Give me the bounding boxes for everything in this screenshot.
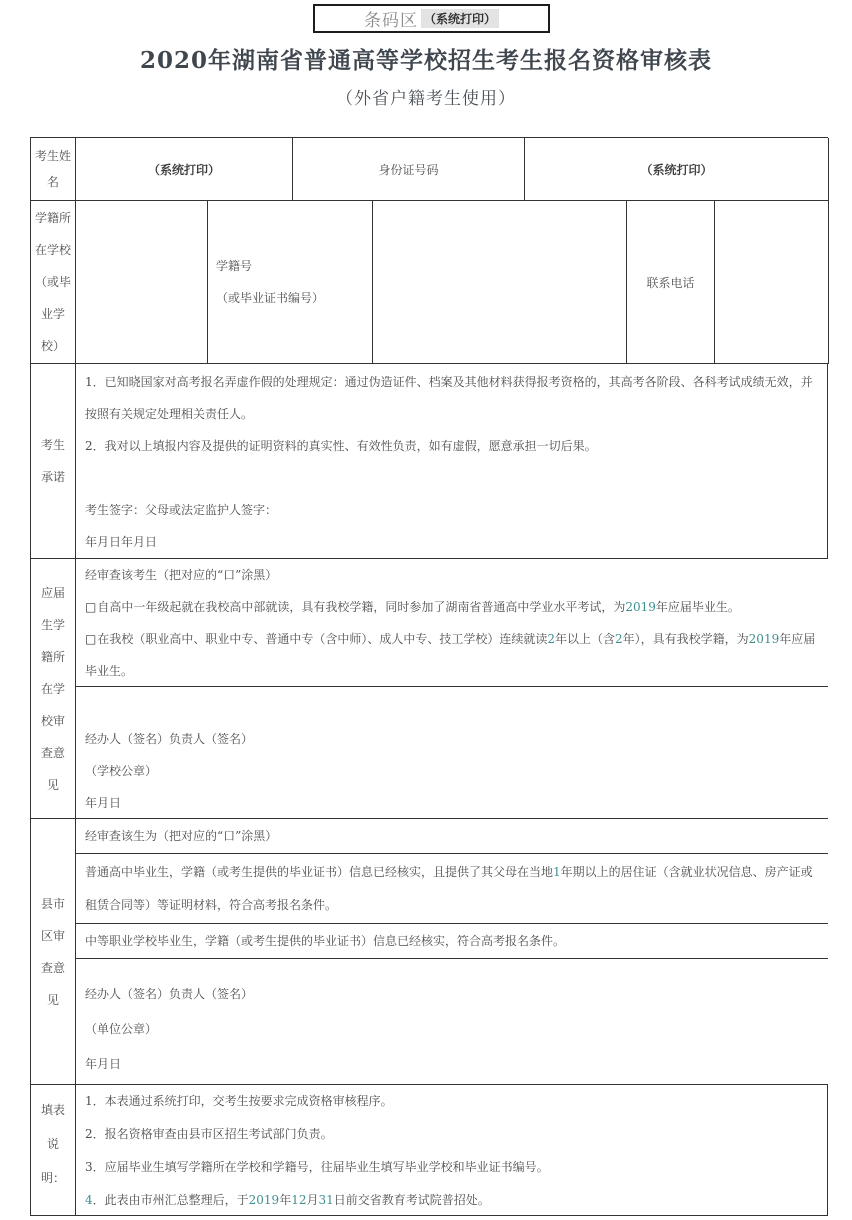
county-review-option: 普通高中毕业生，学籍（或考生提供的毕业证书）信息已经核实，且提供了其父母在当地1年期以上的居住证（含就业状况信息、房产证或租赁合同等）等证明材料，符合高考报名条件。 (85, 865, 813, 912)
school-review-option: □自高中一年级起就在我校高中部就读，具有我校学籍，同时参加了湖南省普通高中学业水平考试，为2019年应届毕业生。 (85, 600, 740, 614)
id-number-value: （系统打印） (525, 138, 829, 201)
pledge-label: 考生 承诺 (31, 364, 76, 559)
school-row (31, 201, 828, 364)
school-review-instruction: 经审查该考生（把对应的“口”涂黑） (85, 568, 278, 582)
phone-field[interactable] (715, 201, 829, 364)
school-label: 学籍所 在学校 （或毕 业学 校） (31, 201, 76, 364)
county-review-option-row (76, 854, 828, 924)
notes-content (76, 1085, 828, 1216)
pledge-content (76, 364, 828, 559)
school-review-date-line: 年月日 (85, 796, 122, 810)
phone-label: 联系电话 (627, 201, 715, 364)
county-review-label: 县市 区审 查意 见 (31, 819, 76, 1085)
school-review-section (31, 559, 828, 819)
county-review-section (31, 819, 828, 1085)
note-item: 3．应届毕业生填写学籍所在学校和学籍号，往届毕业生填写毕业学校和毕业证书编号。 (85, 1160, 549, 1174)
school-review-signature-area (76, 687, 828, 819)
school-review-label: 应届 生学 籍所 在学 校审 查意 见 (31, 559, 76, 819)
school-review-option: □在我校（职业高中、职业中专、普通中专（含中师）、成人中专、技工学校）连续就读2年以上（含2年），具有我校学籍，为2019年应届毕业生。 (85, 632, 816, 678)
county-review-signature-area (76, 959, 828, 1085)
barcode-area (313, 4, 550, 33)
page-subtitle: （外省户籍考生使用） (336, 89, 516, 109)
student-id-field[interactable] (373, 201, 627, 364)
note-item: 4．此表由市州汇总整理后，于2019年12月31日前交省教育考试院普招处。 (85, 1193, 490, 1207)
county-review-instruction: 经审查该生为（把对应的“口”涂黑） (85, 829, 278, 843)
county-review-date-line: 年月日 (85, 1057, 122, 1071)
student-id-label: 学籍号 （或毕业证书编号） (208, 201, 373, 364)
candidate-name-label: 考生姓 名 (31, 138, 76, 201)
pledge-item: 2．我对以上填报内容及提供的证明资料的真实性、有效性负责，如有虚假，愿意承担一切后果。 (85, 439, 597, 453)
candidate-row (31, 138, 828, 201)
county-review-option-row (76, 924, 828, 959)
form-table (30, 137, 828, 1216)
checkbox-icon[interactable]: □ (85, 600, 97, 614)
pledge-date-line: 年月日年月日 (85, 535, 158, 549)
school-review-signature-line: 经办人（签名）负责人（签名） (85, 732, 254, 746)
notes-label: 填表 说 明： (31, 1085, 76, 1216)
checkbox-icon[interactable]: □ (85, 632, 97, 646)
notes-section (31, 1085, 828, 1216)
page-title: 2020年湖南省普通高等学校招生考生报名资格审核表 (139, 47, 712, 74)
county-review-instruction-row (76, 819, 828, 854)
school-name-field[interactable] (76, 201, 208, 364)
pledge-signature-line: 考生签字：父母或法定监护人签字： (85, 503, 278, 517)
note-item: 1．本表通过系统打印，交考生按要求完成资格审核程序。 (85, 1094, 393, 1108)
note-item: 2．报名资格审查由县市区招生考试部门负责。 (85, 1127, 333, 1141)
pledge-item: 1．已知晓国家对高考报名弄虚作假的处理规定：通过伪造证件、档案及其他材料获得报考资格的，其高考各阶段、各科考试成绩无效，并按照有关规定处理相关责任人。 (85, 375, 813, 421)
pledge-section (31, 364, 828, 559)
id-number-label: 身份证号码 (293, 138, 525, 201)
candidate-name-value: （系统打印） (76, 138, 293, 201)
county-review-signature-line: 经办人（签名）负责人（签名） (85, 987, 254, 1001)
county-review-option: 中等职业学校毕业生，学籍（或考生提供的毕业证书）信息已经核实，符合高考报名条件。 (85, 934, 566, 948)
barcode-area-label: 条码区 (363, 11, 418, 31)
school-review-options (76, 559, 828, 687)
school-review-seal-line: （学校公章） (85, 764, 158, 778)
county-review-seal-line: （单位公章） (85, 1022, 158, 1036)
barcode-print-note: （系统打印） (421, 9, 499, 28)
